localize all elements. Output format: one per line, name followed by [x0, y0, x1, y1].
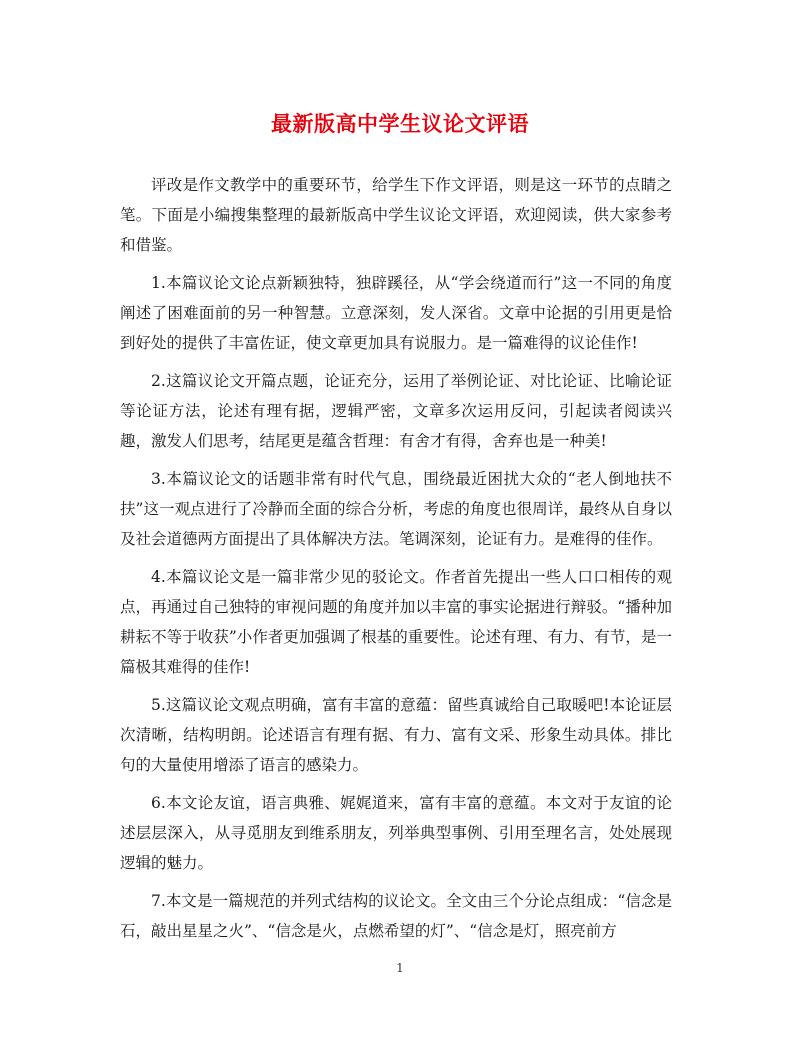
comment-paragraph-6: 6.本文论友谊，语言典雅、娓娓道来，富有丰富的意蕴。本文对于友谊的论述层层深入，从寻觅朋友到维系朋友，列举典型事例、引用至理名言，处处展现逻辑的魅力。 [120, 794, 672, 872]
page-number: 1 [396, 961, 404, 975]
comment-paragraph-4: 4.本篇议论文是一篇非常少见的驳论文。作者首先提出一些人口口相传的观点，再通过自己独特的审视问题的角度并加以丰富的事实论据进行辩驳。“播种加耕耘不等于收获”小作者更加强调了根基的重要性。论述有理、有力、有节，是一篇极其难得的佳作! [120, 568, 672, 676]
intro-paragraph: 评改是作文教学中的重要环节，给学生下作文评语，则是这一环节的点睛之笔。下面是小编搜集整理的最新版高中学生议论文评语，欢迎阅读，供大家参考和借鉴。 [120, 176, 672, 254]
comment-paragraph-2: 2.这篇议论文开篇点题，论证充分，运用了举例论证、对比论证、比喻论证等论证方法，论述有理有据，逻辑严密，文章多次运用反问，引起读者阅读兴趣，激发人们思考，结尾更是蕴含哲理：有舍才有得，舍弃也是一种美! [120, 372, 672, 450]
comment-paragraph-1: 1.本篇议论文论点新颖独特，独辟蹊径，从“学会绕道而行”这一不同的角度阐述了困难面前的另一种智慧。立意深刻，发人深省。文章中论据的引用更是恰到好处的提供了丰富佐证，使文章更加具有说服力。是一篇难得的议论佳作! [120, 274, 672, 352]
document-title: 最新版高中学生议论文评语 [271, 111, 529, 136]
document-body [120, 170, 672, 954]
comment-paragraph-5: 5.这篇议论文观点明确，富有丰富的意蕴：留些真诚给自己取暖吧!本论证层次清晰，结构明朗。论述语言有理有据、有力、富有文采、形象生动具体。排比句的大量使用增添了语言的感染力。 [120, 696, 672, 774]
comment-paragraph-7: 7.本文是一篇规范的并列式结构的议论文。全文由三个分论点组成：“信念是石，敲出星星之火”、“信念是火，点燃希望的灯”、“信念是灯，照亮前方 [120, 892, 672, 940]
comment-paragraph-3: 3.本篇议论文的话题非常有时代气息，围绕最近困扰大众的“老人倒地扶不扶”这一观点进行了冷静而全面的综合分析，考虑的角度也很周详，最终从自身以及社会道德两方面提出了具体解决方法。笔调深刻，论证有力。是难得的佳作。 [120, 470, 672, 548]
